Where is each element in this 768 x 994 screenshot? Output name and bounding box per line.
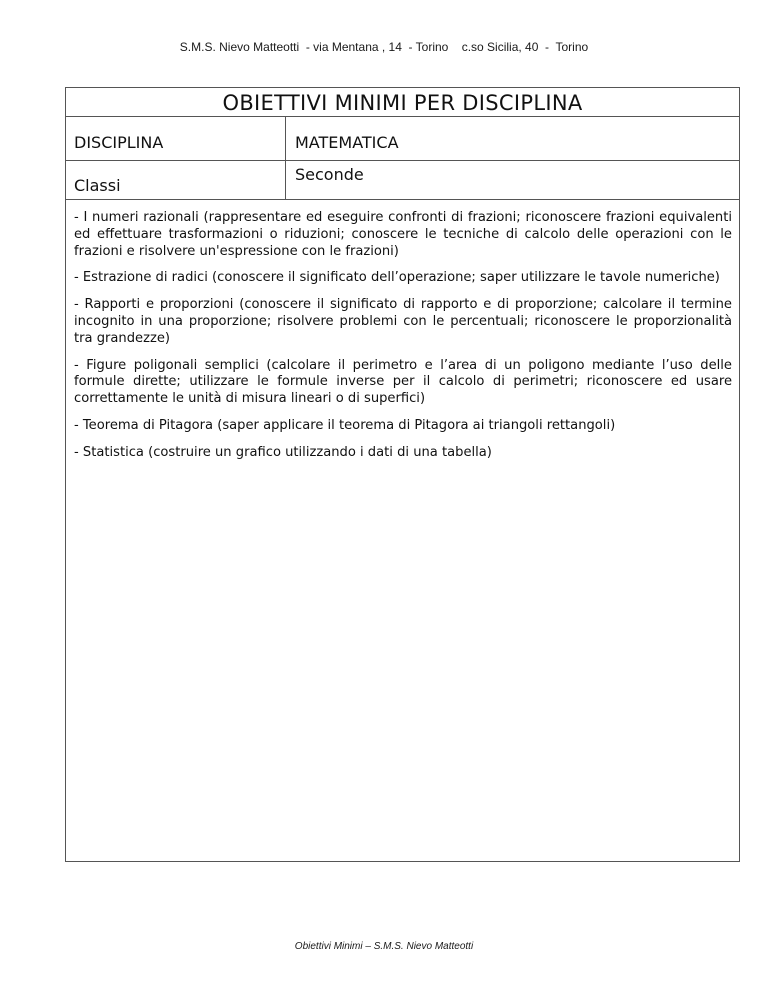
objective-item-roots: - Estrazione di radici (conoscere il significato dell’operazione; saper utilizzare le tavole numeriche): [74, 270, 720, 286]
classes-row: [66, 161, 739, 200]
classes-value: Seconde: [295, 165, 364, 184]
classes-label: Classi: [66, 161, 286, 199]
page-footer: Obiettivi Minimi – S.M.S. Nievo Matteotti: [294, 941, 474, 952]
discipline-row: [66, 117, 739, 161]
objective-item-pythagoras: - Teorema di Pitagora (saper applicare il teorema di Pitagora ai triangoli rettangoli): [74, 417, 616, 433]
objectives-table: [65, 87, 740, 862]
objective-item-rational-numbers: - I numeri razionali (rappresentare ed eseguire confronti di frazioni; riconoscere frazioni equivalenti ed effettuare trasformazioni o riduzioni; conoscere le tecniche di calcolo delle operazioni con le frazioni e risolvere un'espressione con le frazioni): [74, 210, 732, 259]
objective-item-ratios-proportions: - Rapporti e proporzioni (conoscere il significato di rapporto e di proporzione; calcolare il termine incognito in una proporzione; risolvere problemi con le percentuali; riconoscere le proporzionalità tra grandezze): [74, 297, 732, 346]
page-header: S.M.S. Nievo Matteotti - via Mentana , 14 - Torino c.so Sicilia, 40 - Torino: [179, 40, 589, 54]
table-title: OBIETTIVI MINIMI PER DISCIPLINA: [66, 88, 739, 117]
objective-item-statistics: - Statistica (costruire un grafico utilizzando i dati di una tabella): [74, 444, 492, 460]
objective-item-polygons: - Figure poligonali semplici (calcolare il perimetro e l’area di un poligono mediante l’uso delle formule dirette; utilizzare le formule inverse per il calcolo di perimetri; riconoscere ed usare correttamente le unità di misura lineari o di superfici): [74, 357, 732, 407]
objectives-content: [66, 200, 739, 462]
discipline-label: DISCIPLINA: [66, 117, 286, 160]
discipline-value: MATEMATICA: [295, 133, 399, 152]
